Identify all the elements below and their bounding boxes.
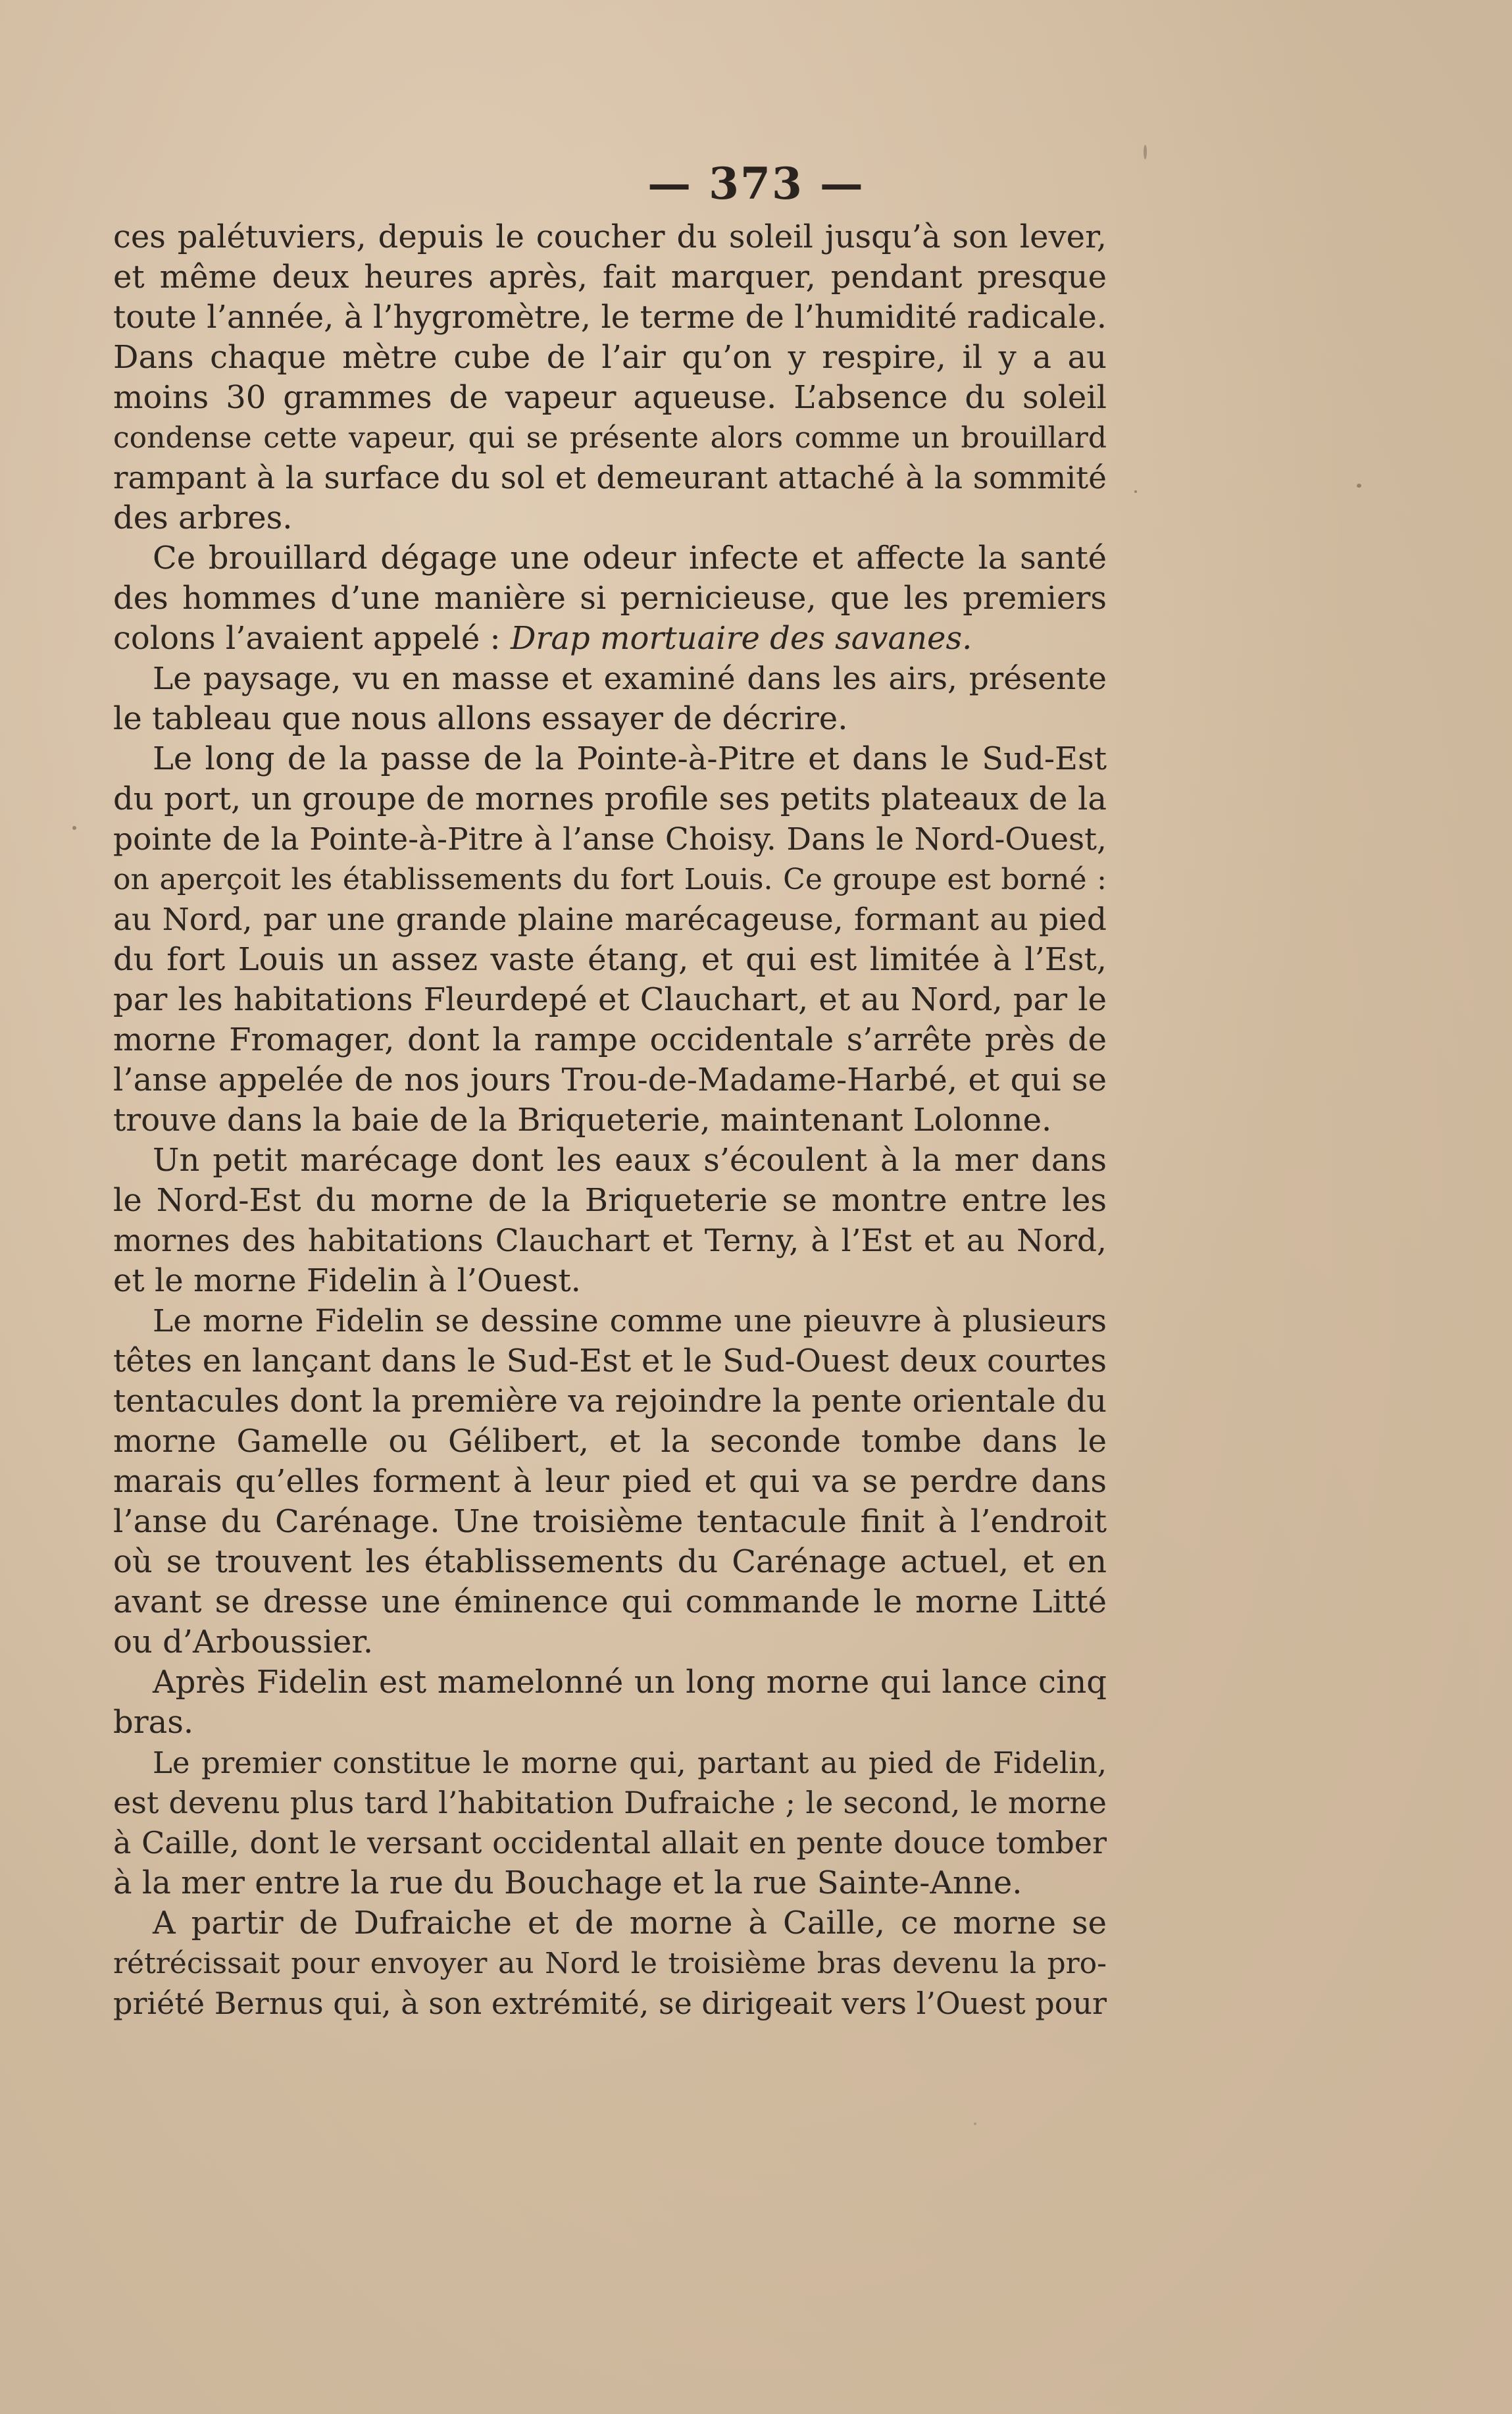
text-line-content: l’anse appelée de nos jours Trou-de-Madame-Harbé, et qui se [113,1062,1107,1098]
text-line-content: tentacules dont la première va rejoindre la pente orientale du [113,1383,1107,1420]
text-line-content: rétrécissait pour envoyer au Nord le troisième bras devenu la pro- [113,1947,1107,1980]
text-line-content: toute l’année, à l’hygromètre, le terme de l’humidité radicale. [113,299,1107,336]
text-line-content: Dans chaque mètre cube de l’air qu’on y respire, il y a au [113,339,1107,376]
text-line-content: Le paysage, vu en masse et examiné dans les airs, présente [153,661,1107,697]
text-line [113,1542,1107,1582]
text-line-content: bras. [113,1704,194,1741]
text-line-content: Le morne Fidelin se dessine comme une pieuvre à plusieurs [153,1303,1107,1339]
text-line-content: marais qu’elles forment à leur pied et qui va se perdre dans [113,1463,1107,1500]
text-line [113,1662,1107,1703]
text-line-content: Ce brouillard dégage une odeur infecte et affecte la santé [153,540,1107,577]
text-line-content: trouve dans la baie de la Briqueterie, maintenant Lolonne. [113,1102,1052,1139]
text-line-content: par les habitations Fleurdepé et Clauchart, et au Nord, par le [113,981,1107,1018]
text-line-content: rampant à la surface du sol et demeurant attaché à la sommité [113,460,1107,496]
text-line-content: condense cette vapeur, qui se présente alors comme un brouillard [113,421,1107,455]
text-line-content: priété Bernus qui, à son extrémité, se dirigeait vers l’Ouest pour [113,1986,1107,2021]
text-line [113,1743,1107,1783]
text-line-content: Le premier constitue le morne qui, partant au pied de Fidelin, [153,1745,1107,1780]
text-line [113,338,1107,378]
paper-speck [974,2122,976,2125]
text-line [113,779,1107,819]
text-line [113,297,1107,338]
body-text [113,217,1107,2024]
text-line [113,1221,1107,1261]
text-line-content: Après Fidelin est mamelonné un long morne qui lance cinq [153,1664,1107,1701]
text-line-content: le tableau que nous allons essayer de décrire. [113,700,848,737]
text-line [113,217,1107,257]
text-line [113,860,1107,900]
text-line-content: moins 30 grammes de vapeur aqueuse. L’absence du soleil [113,379,1107,416]
text-line [113,1582,1107,1622]
text-line-content: l’anse du Carénage. Une troisième tentacule finit à l’endroit [113,1503,1107,1540]
text-line [113,1984,1107,2024]
text-line [113,1341,1107,1381]
text-line-content: et le morne Fidelin à l’Ouest. [113,1262,581,1299]
paper-speck [1144,145,1147,159]
page-number: — 373 — [647,158,865,209]
text-line [113,940,1107,980]
text-line-content: à la mer entre la rue du Bouchage et la rue Sainte-Anne. [113,1864,1022,1901]
text-line [113,1462,1107,1502]
text-line-content: on aperçoit les établissements du fort Louis. Ce groupe est borné : [113,863,1107,896]
text-line [113,619,1107,659]
text-line-content: du fort Louis un assez vaste étang, et qui est limitée à l’Est, [113,941,1107,978]
text-line-content: morne Gamelle ou Gélibert, et la seconde tombe dans le [113,1423,1107,1460]
text-line [113,1783,1107,1823]
text-line-content: à Caille, dont le versant occidental allait en pente douce tomber [113,1825,1107,1861]
text-line [113,980,1107,1020]
text-line-content: A partir de Dufraiche et de morne à Caille, ce morne se [153,1905,1107,1941]
text-line [113,578,1107,619]
text-line [113,1301,1107,1341]
text-line [113,1060,1107,1100]
text-line-content: morne Fromager, dont la rampe occidentale s’arrête près de [113,1021,1107,1058]
text-line-content: est devenu plus tard l’habitation Dufraiche ; le second, le morne [113,1785,1107,1820]
text-line [113,418,1107,458]
text-line-content: des hommes d’une manière si pernicieuse, que les premiers [113,580,1107,617]
text-line-content: colons l’avaient appelé : [113,620,511,657]
text-line-content: mornes des habitations Clauchart et Terny, à l’Est et au Nord, [113,1223,1107,1259]
text-line [113,257,1107,297]
text-line [113,1502,1107,1542]
text-line [113,1261,1107,1301]
text-line [113,819,1107,860]
text-line [113,699,1107,739]
text-line [113,1823,1107,1863]
text-line [113,1422,1107,1462]
text-line-content: pointe de la Pointe-à-Pitre à l’anse Choisy. Dans le Nord-Ouest, [113,821,1107,858]
text-line [113,1141,1107,1181]
text-line-content: Le long de la passe de la Pointe-à-Pitre et dans le Sud-Est [153,740,1107,777]
text-line [113,1181,1107,1221]
text-line-content: têtes en lançant dans le Sud-Est et le Sud-Ouest deux courtes [113,1343,1107,1379]
text-line [113,1381,1107,1422]
text-line [113,1943,1107,1984]
text-line-content: où se trouvent les établissements du Carénage actuel, et en [113,1543,1107,1580]
text-line [113,1020,1107,1060]
text-line [113,1863,1107,1903]
text-line-content: Un petit marécage dont les eaux s’écoulent à la mer dans [153,1142,1107,1179]
text-line-content: des arbres. [113,500,293,536]
paper-speck [1357,484,1361,488]
text-line [113,900,1107,940]
text-line [113,378,1107,418]
text-line [113,739,1107,779]
text-line [113,458,1107,498]
text-line-content: ou d’Arboussier. [113,1624,374,1660]
text-line [113,1622,1107,1662]
text-line-content: avant se dresse une éminence qui commande le morne Litté [113,1583,1107,1620]
text-line-content: du port, un groupe de mornes profile ses petits plateaux de la [113,781,1107,817]
text-line [113,498,1107,538]
paper-speck [1134,490,1137,493]
text-line [113,1903,1107,1943]
italic-phrase: Drap mortuaire des savanes. [510,620,972,657]
text-line [113,1100,1107,1141]
text-line [113,538,1107,578]
text-line-content: le Nord-Est du morne de la Briqueterie se montre entre les [113,1182,1107,1219]
text-line-content: au Nord, par une grande plaine marécageuse, formant au pied [113,902,1107,938]
text-line-content: et même deux heures après, fait marquer, pendant presque [113,259,1107,295]
text-line [113,1703,1107,1743]
paper-speck [72,826,76,830]
text-line-content: ces palétuviers, depuis le coucher du soleil jusqu’à son lever, [113,218,1107,255]
text-line [113,659,1107,699]
